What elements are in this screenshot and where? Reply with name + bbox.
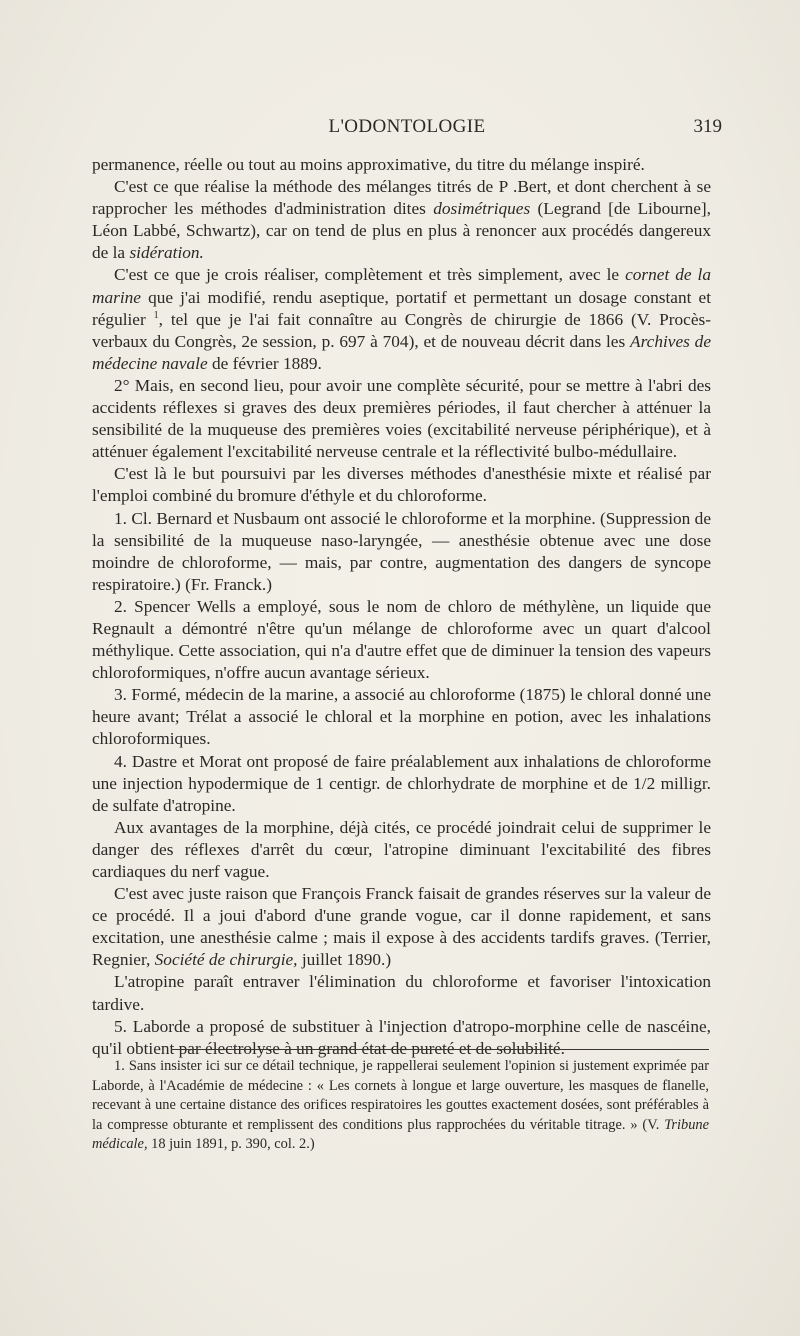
italic-text-run: sidération. [129, 243, 204, 263]
paragraph [92, 154, 711, 176]
footnotes [92, 1057, 709, 1155]
text-run: que j'ai modifié, rendu aseptique, portatif et permettant un dosage constant et régulier [92, 287, 711, 329]
text-run: , tel que je l'ai fait connaître au Congrès de chirurgie de 1866 (V. Procès-verbaux du Congrès, 2e session, p. 697 à 704), et de nouveau décrit dans les [92, 309, 711, 351]
text-run: 4. Dastre et Morat ont proposé de faire préalablement aux inhalations de chloroforme une injection hypodermique de 1 centigr. de chlorhydrate de morphine et de 1/2 milligr. de sulfate d'atropine. [92, 751, 711, 815]
text-run: L'atropine paraît entraver l'élimination du chloroforme et favoriser l'intoxication tardive. [92, 972, 711, 1014]
italic-text-run: Archives de médecine navale [92, 331, 711, 373]
text-run: de février 1889. [207, 353, 322, 373]
paragraph [92, 1016, 711, 1060]
text-run: juillet 1890.) [297, 950, 392, 970]
running-head: L'ODONTOLOGIE [328, 116, 486, 137]
paragraph [92, 508, 711, 596]
text-run: Aux avantages de la morphine, déjà cités, ce procédé joindrait celui de supprimer le danger des réflexes d'arrêt du cœur, l'atropine diminuant l'excitabilité des fibres cardiaques du nerf vague. [92, 817, 711, 881]
page-number: 319 [693, 116, 722, 137]
paragraph [92, 971, 711, 1015]
paragraph [92, 817, 711, 883]
paragraph [92, 883, 711, 971]
text-run: 18 juin 1891, p. 390, col. 2.) [147, 1136, 315, 1152]
italic-text-run: dosimétriques [433, 199, 531, 219]
text-run: 2. Spencer Wells a employé, sous le nom de chloro de méthylène, un liquide que Regnault a démontré n'être qu'un mélange de chloroforme avec un quart d'alcool méthylique. Cette association, qui n'a d'autre effet que de diminuer la tension des vapeurs chloroformiques, n'offre aucun avantage sérieux. [92, 596, 711, 683]
footnote-marker: 1 [153, 309, 159, 321]
italic-text-run: Tribune médicale, [92, 1116, 709, 1152]
text-run: 5. Laborde a proposé de substituer à l'injection d'atropo-morphine celle de nascéine, qu'il obtient par électrolyse à un grand état de pureté et de solubilité. [92, 1016, 711, 1058]
text-run: C'est là le but poursuivi par les diverses méthodes d'anesthésie mixte et réalisé par l'emploi combiné du bromure d'éthyle et du chloroforme. [92, 464, 711, 506]
text-run: (Legrand [de Libourne], Léon Labbé, Schwartz), car on tend de plus en plus à renoncer aux procédés dangereux de la [92, 199, 712, 263]
paragraph [92, 463, 711, 507]
text-run: 3. Formé, médecin de la marine, a associé au chloroforme (1875) le chloral donné une heure avant; Trélat a associé le chloral et la morphine en potion, avec les inhalations chloroformiques. [92, 685, 711, 749]
page-header [92, 116, 722, 146]
text-run: 1. Cl. Bernard et Nusbaum ont associé le chloroforme et la morphine. (Suppression de la sensibilité de la muqueuse naso-laryngée, — anesthésie obtenue avec une dose moindre de chloroforme, — mais, par contre, augmentation des dangers de syncope respiratoire.) (Fr. Franck.) [92, 508, 711, 594]
body-text [92, 154, 711, 1060]
paragraph [92, 751, 711, 817]
italic-text-run: Société de chirurgie, [154, 950, 298, 970]
italic-text-run: cornet de la marine [92, 265, 711, 307]
text-run: 1. Sans insister ici sur ce détail technique, je rappellerai seulement l'opinion si justement exprimée par Laborde, à l'Académie de médecine : « Les cornets à longue et large ouverture, les masques de flanelle, recevant à une certaine distance des orifices respiratoires les gouttes exactement dosées, sont préférables à la compresse obturante et remplissent des conditions plus rapprochées du véritable titrage. » (V. [92, 1058, 709, 1133]
text-run: permanence, réelle ou tout au moins approximative, du titre du mélange inspiré. [92, 155, 645, 174]
paragraph [92, 596, 711, 684]
text-run: C'est ce que réalise la méthode des mélanges titrés de P .Bert, et dont cherchent à se rapprocher les méthodes d'administration dites [92, 177, 711, 219]
paragraph [92, 264, 711, 374]
text-run: C'est ce que je crois réaliser, complètement et très simplement, avec le [114, 265, 626, 285]
footnote [92, 1057, 709, 1155]
text-run: 2° Mais, en second lieu, pour avoir une complète sécurité, pour se mettre à l'abri des accidents réflexes si graves des deux premières périodes, il faut chercher à atténuer la sensibilité de la muqueuse des premières voies (excitabilité nerveuse périphérique), et à atténuer également l'excitabilité nerveuse centrale et la réflectivité bulbo-médullaire. [92, 375, 711, 462]
paragraph [92, 375, 711, 463]
paragraph [92, 684, 711, 750]
footnote-divider [171, 1049, 709, 1050]
paragraph [92, 176, 711, 264]
text-run: C'est avec juste raison que François Franck faisait de grandes réserves sur la valeur de ce procédé. Il a joui d'abord d'une grande vogue, car il donne rapidement, et sans excitation, une anesthésie calme ; mais il expose à des accidents tardifs graves. (Terrier, Regnier, [92, 884, 711, 970]
